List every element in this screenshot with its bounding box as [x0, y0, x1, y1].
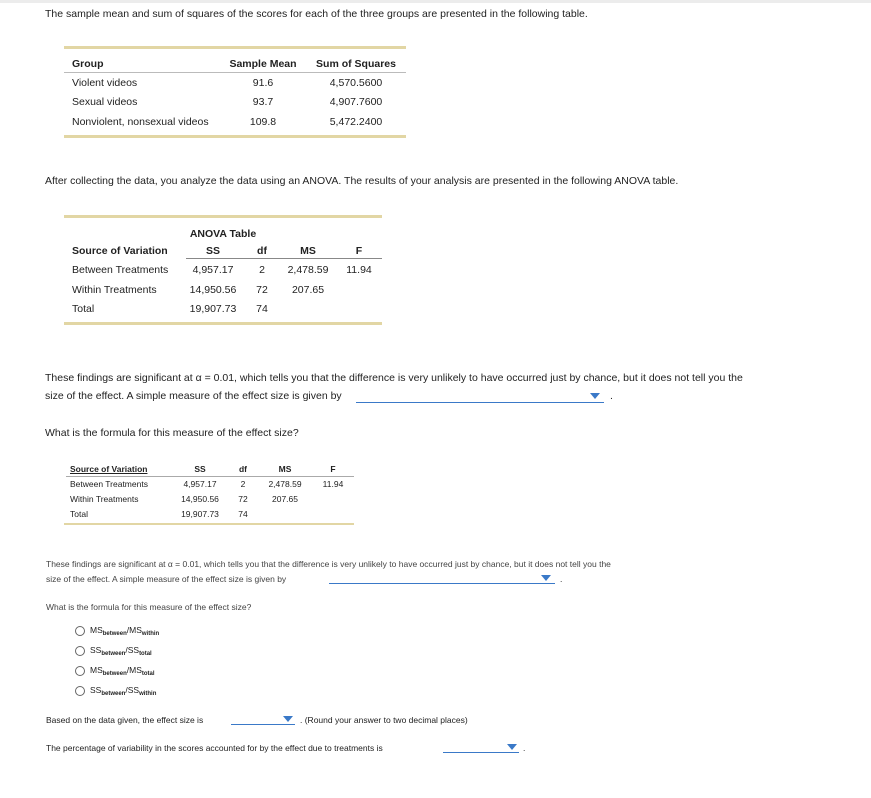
intro-text: The sample mean and sum of squares of the scores for each of the three groups are presented in the following table. — [45, 8, 588, 20]
table-cell: Between Treatments — [72, 264, 169, 276]
table-cell: 207.65 — [272, 494, 298, 504]
option-radio-3[interactable] — [75, 666, 85, 676]
table-cell: Violent videos — [72, 77, 138, 89]
table-bottom-rule — [64, 135, 406, 138]
top-bar — [0, 0, 871, 3]
chevron-down-icon — [283, 716, 293, 722]
table-cell: 5,472.2400 — [329, 116, 383, 128]
header-divider — [64, 72, 406, 73]
table-cell: 2,478.59 — [268, 479, 302, 489]
table-cell: Sexual videos — [72, 96, 138, 108]
col-header-group: Group — [72, 58, 104, 70]
table-cell: 72 — [238, 494, 248, 504]
col-header-ss: SS — [205, 245, 220, 257]
chevron-down-icon — [507, 744, 517, 750]
col-header-source: Source of Variation — [70, 464, 148, 474]
col-header-ms: MS — [300, 245, 316, 257]
option-label-1[interactable]: $MS_{between}/MS_{within}$ — [90, 625, 160, 637]
chevron-down-icon — [541, 575, 551, 581]
table-bottom-rule — [64, 523, 354, 525]
effect-size-prefix: Based on the data given, the effect size is — [46, 715, 204, 725]
option-label-4[interactable]: $SS_{between}/SS_{within}$ — [90, 685, 157, 697]
table-cell: 72 — [256, 284, 268, 296]
question-text: What is the formula for this measure of the effect size? — [45, 427, 299, 439]
table-cell: 74 — [238, 509, 248, 519]
table-cell: Within Treatments — [70, 494, 139, 504]
col-header-sample-mean: Sample Mean — [229, 58, 297, 70]
header-divider — [186, 258, 382, 259]
option-radio-1[interactable] — [75, 626, 85, 636]
percentage-dropdown[interactable] — [443, 742, 519, 753]
table-cell: 207.65 — [291, 284, 325, 296]
col-header-f: F — [355, 245, 363, 257]
effect-size-dropdown[interactable] — [231, 714, 295, 725]
col-header-source: Source of Variation — [72, 245, 168, 257]
option-radio-4[interactable] — [75, 686, 85, 696]
percentage-prefix: The percentage of variability in the scores accounted for by the effect due to treatments is — [46, 743, 383, 753]
table-cell: 2 — [240, 479, 246, 489]
table-cell: Within Treatments — [72, 284, 157, 296]
findings-period: . — [610, 390, 613, 402]
findings-line-1: These findings are significant at α = 0.01, which tells you that the difference is very unlikely to have occurred just by chance, but it does not tell you the — [45, 372, 743, 384]
header-divider — [66, 476, 354, 477]
col-header-ss: SS — [194, 464, 206, 474]
table-bottom-rule — [64, 322, 382, 325]
col-header-sum-of-squares: Sum of Squares — [316, 58, 396, 70]
table-cell: 2,478.59 — [287, 264, 329, 276]
table-cell: 93.7 — [252, 96, 274, 108]
analysis-text: After collecting the data, you analyze the data using an ANOVA. The results of your analysis are presented in the following ANOVA table. — [45, 175, 679, 187]
effect-measure-dropdown[interactable] — [356, 390, 604, 403]
table-cell: 109.8 — [249, 116, 277, 128]
table-cell: 4,907.7600 — [329, 96, 383, 108]
effect-size-suffix: . (Round your answer to two decimal places) — [300, 715, 468, 725]
findings-line-2: size of the effect. A simple measure of the effect size is given by — [45, 390, 342, 402]
table-cell: Between Treatments — [70, 479, 148, 489]
table-cell: 14,950.56 — [181, 494, 219, 504]
option-label-2[interactable]: $SS_{between}/SS_{total}$ — [90, 645, 152, 657]
table-cell: 74 — [256, 303, 268, 315]
table-cell: 91.6 — [252, 77, 274, 89]
effect-measure-dropdown-2[interactable] — [329, 573, 555, 584]
table-cell: 2 — [259, 264, 265, 276]
anova-title: ANOVA Table — [189, 228, 257, 240]
table-cell: 4,570.5600 — [329, 77, 383, 89]
col-header-f: F — [330, 464, 336, 474]
table-cell: Total — [72, 303, 95, 315]
table-cell: 11.94 — [346, 264, 372, 276]
findings2-line-2: size of the effect. A simple measure of the effect size is given by — [46, 574, 287, 584]
col-header-ms: MS — [278, 464, 292, 474]
table-top-rule — [64, 46, 406, 49]
col-header-df: df — [257, 245, 267, 257]
col-header-df: df — [238, 464, 248, 474]
table-cell: 19,907.73 — [189, 303, 237, 315]
findings2-line-1: These findings are significant at α = 0.01, which tells you that the difference is very unlikely to have occurred just by chance, but it does not tell you the — [46, 559, 611, 569]
findings2-period: . — [560, 574, 563, 584]
table-cell: 19,907.73 — [181, 509, 219, 519]
table-cell: Nonviolent, nonsexual videos — [72, 116, 209, 128]
table-top-rule — [64, 215, 382, 218]
question2-text: What is the formula for this measure of the effect size? — [46, 602, 252, 612]
table-cell: 4,957.17 — [192, 264, 234, 276]
option-radio-2[interactable] — [75, 646, 85, 656]
table-cell: 14,950.56 — [189, 284, 237, 296]
percentage-suffix: . — [523, 743, 526, 753]
table-cell: 4,957.17 — [183, 479, 217, 489]
table-cell: Total — [70, 509, 88, 519]
table-cell: 11.94 — [322, 479, 344, 489]
chevron-down-icon — [590, 393, 600, 399]
option-label-3[interactable]: $MS_{between}/MS_{total}$ — [90, 665, 155, 677]
